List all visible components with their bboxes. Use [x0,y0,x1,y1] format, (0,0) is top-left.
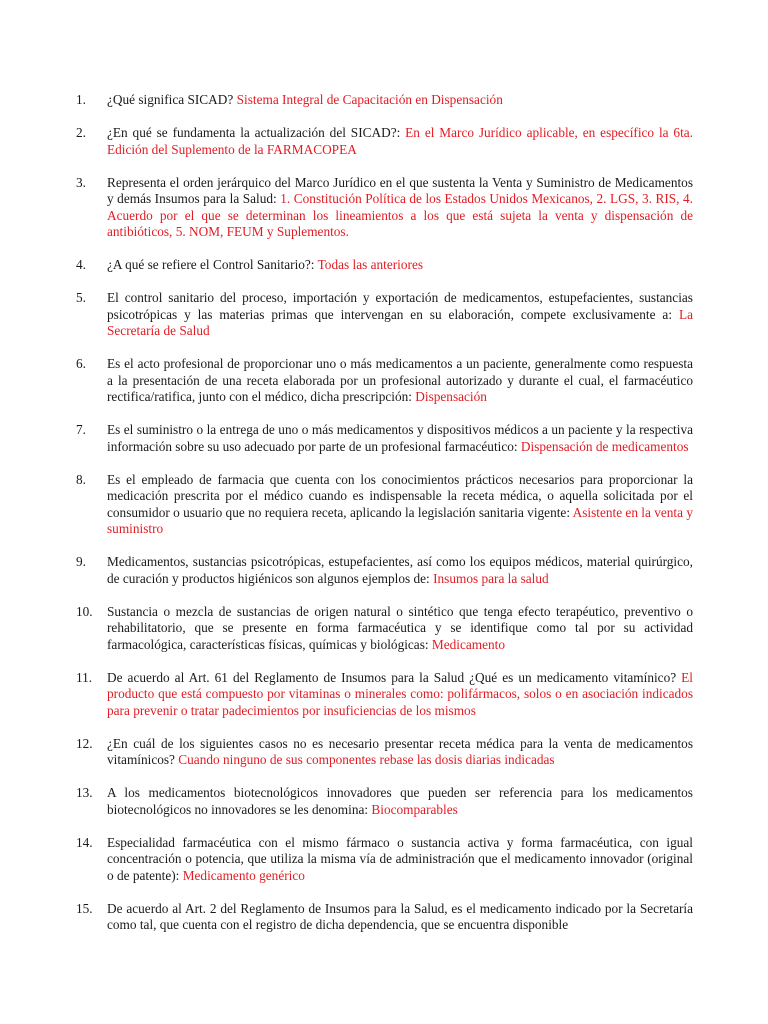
question-item [76,736,693,769]
question-text: A los medicamentos biotecnológicos innovadores que pueden ser referencia para los medicamentos biotecnológicos no innovadores se les denomina: [107,785,693,817]
answer-text: Sistema Integral de Capacitación en Dispensación [236,92,503,107]
question-text: Es el acto profesional de proporcionar uno o más medicamentos a un paciente, generalmente como respuesta a la presentación de una receta elaborada por un profesional autorizado y durante el cual, el farmacéutico rectifica/ratifica, junto con el médico, dicha prescripción: [107,356,693,404]
question-text: ¿A qué se refiere el Control Sanitario?: [107,257,315,272]
question-text: Representa el orden jerárquico del Marco Jurídico en el que sustenta la Venta y Suministro de Medicamentos y demás Insumos para la Salud: [107,174,693,206]
question-text: Sustancia o mezcla de sustancias de origen natural o sintético que tenga efecto terapéutico, preventivo o rehabilitatorio, que se presente en forma farmacéutica y se identifique como tal por su actividad farmacológica, características físicas, químicas y biológicas: [107,603,693,652]
question-item [76,175,693,241]
question-text: ¿En qué se fundamenta la actualización del SICAD?: [107,125,401,140]
answer-text: Todas las anteriores [317,257,424,272]
answer-text: Insumos para la salud [433,570,549,586]
question-item [76,472,693,538]
question-number: 7. [76,422,86,437]
question-number: 12. [76,735,93,751]
question-item [76,835,693,885]
question-item [76,670,693,720]
question-item [76,554,693,587]
answer-text: Asistente en la venta y suministro [107,504,693,536]
question-text: Especialidad farmacéutica con el mismo fármaco o sustancia activa y forma farmacéutica, con igual concentración o potencia, que utiliza la misma vía de administración que el medicamento innovador (original o de patente): [107,834,693,883]
answer-text: Medicamento [431,636,506,652]
question-item [76,257,693,274]
question-item [76,92,693,109]
question-item [76,422,693,455]
question-number: 5. [76,290,86,305]
question-number: 9. [76,554,86,569]
question-item [76,125,693,158]
question-item [76,785,693,818]
question-number: 3. [76,174,86,190]
question-text: El control sanitario del proceso, importación y exportación de medicamentos, estupefacientes, sustancias psicotrópicas y las materias primas que intervengan en su elaboración, compete exclusivamente a: [107,290,693,322]
question-number: 13. [76,785,93,800]
question-item [76,604,693,654]
question-number: 15. [76,900,93,916]
question-item [76,290,693,340]
question-number: 14. [76,834,93,850]
question-text: ¿Qué significa SICAD? [107,92,234,107]
answer-text: Dispensación de medicamentos [520,438,689,454]
question-item [76,356,693,406]
question-number: 4. [76,257,86,272]
question-text: Medicamentos, sustancias psicotrópicas, estupefacientes, así como los equipos médicos, material quirúrgico, de curación y productos higiénicos son algunos ejemplos de: [107,554,693,586]
answer-text: Cuando ninguno de sus componentes rebase las dosis diarias indicadas [178,752,555,767]
question-number: 10. [76,603,93,619]
question-list [76,92,693,950]
question-number: 11. [76,669,93,685]
question-number: 6. [76,356,86,371]
answer-text: Medicamento genérico [182,867,305,883]
question-number: 2. [76,125,86,140]
answer-text: Dispensación [415,389,487,404]
question-text: Es el suministro o la entrega de uno o más medicamentos y dispositivos médicos a un paciente y la respectiva información sobre su uso adecuado por parte de un profesional farmacéutico: [107,422,693,454]
question-item [76,901,693,934]
question-text: ¿En cuál de los siguientes casos no es necesario presentar receta médica para la venta de medicamentos vitamínicos? [107,735,693,767]
question-number: 8. [76,471,86,487]
question-number: 1. [76,92,86,107]
question-text: Es el empleado de farmacia que cuenta con los conocimientos prácticos necesarios para proporcionar la medicación prescrita por el médico cuando es indispensable la receta médica, o aquella solicitada por el consumidor o usuario que no requiera receta, aplicando la legislación sanitaria vigente: [107,471,693,520]
question-text: De acuerdo al Art. 2 del Reglamento de Insumos para la Salud, es el medicamento indicado por la Secretaría como tal, que cuenta con el registro de dicha dependencia, que se encuentra disponible [107,900,693,932]
answer-text: En el Marco Jurídico aplicable, en específico la 6ta. Edición del Suplemento de la FARMACOPEA [107,125,693,157]
answer-text: La Secretaría de Salud [107,306,693,338]
answer-text: Biocomparables [371,801,458,817]
answer-text: 1. Constitución Política de los Estados Unidos Mexicanos, 2. LGS, 3. RIS, 4. Acuerdo por el que se determinan los lineamientos a los que está sujeta la venta y dispensación de antibióticos, 5. NOM, FEUM y Suplementos. [107,191,693,239]
question-text: De acuerdo al Art. 61 del Reglamento de Insumos para la Salud ¿Qué es un medicamento vitamínico? [107,669,677,685]
answer-text: El producto que está compuesto por vitaminas o minerales como: polifármacos, solos o en asociación indicados para prevenir o tratar padecimientos por insuficiencias de los mismos [107,669,693,718]
